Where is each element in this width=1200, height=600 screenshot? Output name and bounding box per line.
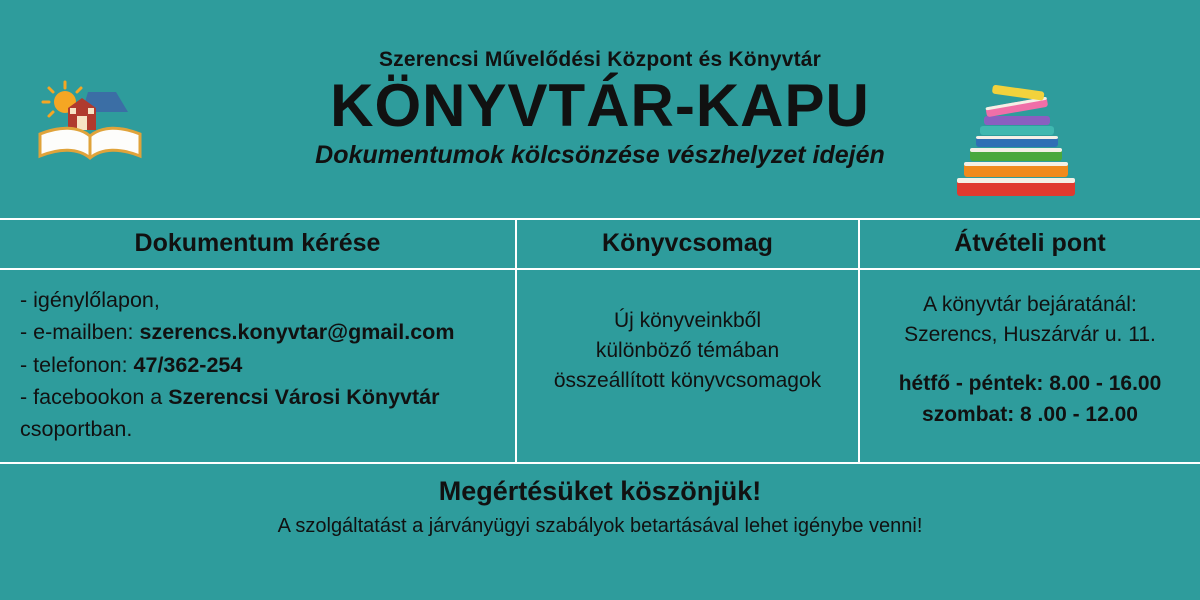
line-text: - telefonon: — [20, 352, 134, 377]
line-text: csoportban. — [20, 417, 133, 441]
line-text: - e-mailben: — [20, 320, 140, 345]
line-text: összeállított könyvcsomagok — [553, 368, 822, 392]
column-heading: Átvételi pont — [954, 229, 1106, 257]
column-pickup-point — [860, 220, 1200, 462]
opening-hours-weekday: hétfő - péntek: 8.00 - 16.00 — [898, 371, 1162, 395]
poster-footer — [0, 464, 1200, 538]
info-table — [0, 220, 1200, 462]
email-value: szerencs.konyvtar@gmail.com — [139, 320, 455, 345]
column-heading: Könyvcsomag — [602, 229, 773, 257]
stacked-books-illustration — [952, 82, 1082, 202]
line-text: különböző témában — [595, 338, 780, 362]
poster-header — [0, 0, 1200, 218]
line-text: Új könyveinkből — [613, 309, 762, 332]
library-sun-book-logo — [30, 78, 150, 168]
column-body — [860, 270, 1200, 441]
list-item — [20, 316, 501, 348]
header-text-block — [220, 48, 980, 170]
facebook-group-name: Szerencsi Városi Könyvtár — [168, 384, 440, 409]
opening-hours-saturday: szombat: 8 .00 - 12.00 — [922, 403, 1138, 427]
column-body — [517, 270, 858, 405]
phone-value: 47/362-254 — [133, 352, 243, 377]
address-value: Szerencs, Huszárvár u. 11. — [904, 322, 1156, 346]
column-body — [0, 270, 515, 455]
tagline: Dokumentumok kölcsönzése vészhelyzet idején — [315, 141, 885, 169]
column-book-package — [515, 220, 860, 462]
line-text: - igénylőlapon, — [20, 288, 160, 312]
page-title: KÖNYVTÁR-KAPU — [330, 72, 870, 139]
list-item — [20, 284, 501, 316]
opening-hours — [874, 368, 1186, 431]
column-heading: Dokumentum kérése — [134, 229, 381, 257]
list-item — [20, 349, 501, 381]
footer-thanks: Megértésüket köszönjük! — [438, 476, 762, 506]
line-text: - facebookon a — [20, 384, 169, 409]
list-item — [20, 381, 501, 413]
footer-note: A szolgáltatást a járványügyi szabályok betartásával lehet igénybe venni! — [277, 515, 923, 537]
column-document-request — [0, 220, 515, 462]
organization-name: Szerencsi Művelődési Központ és Könyvtár — [378, 48, 822, 71]
list-item — [20, 413, 501, 445]
line-text: A könyvtár bejáratánál: — [923, 293, 1137, 316]
